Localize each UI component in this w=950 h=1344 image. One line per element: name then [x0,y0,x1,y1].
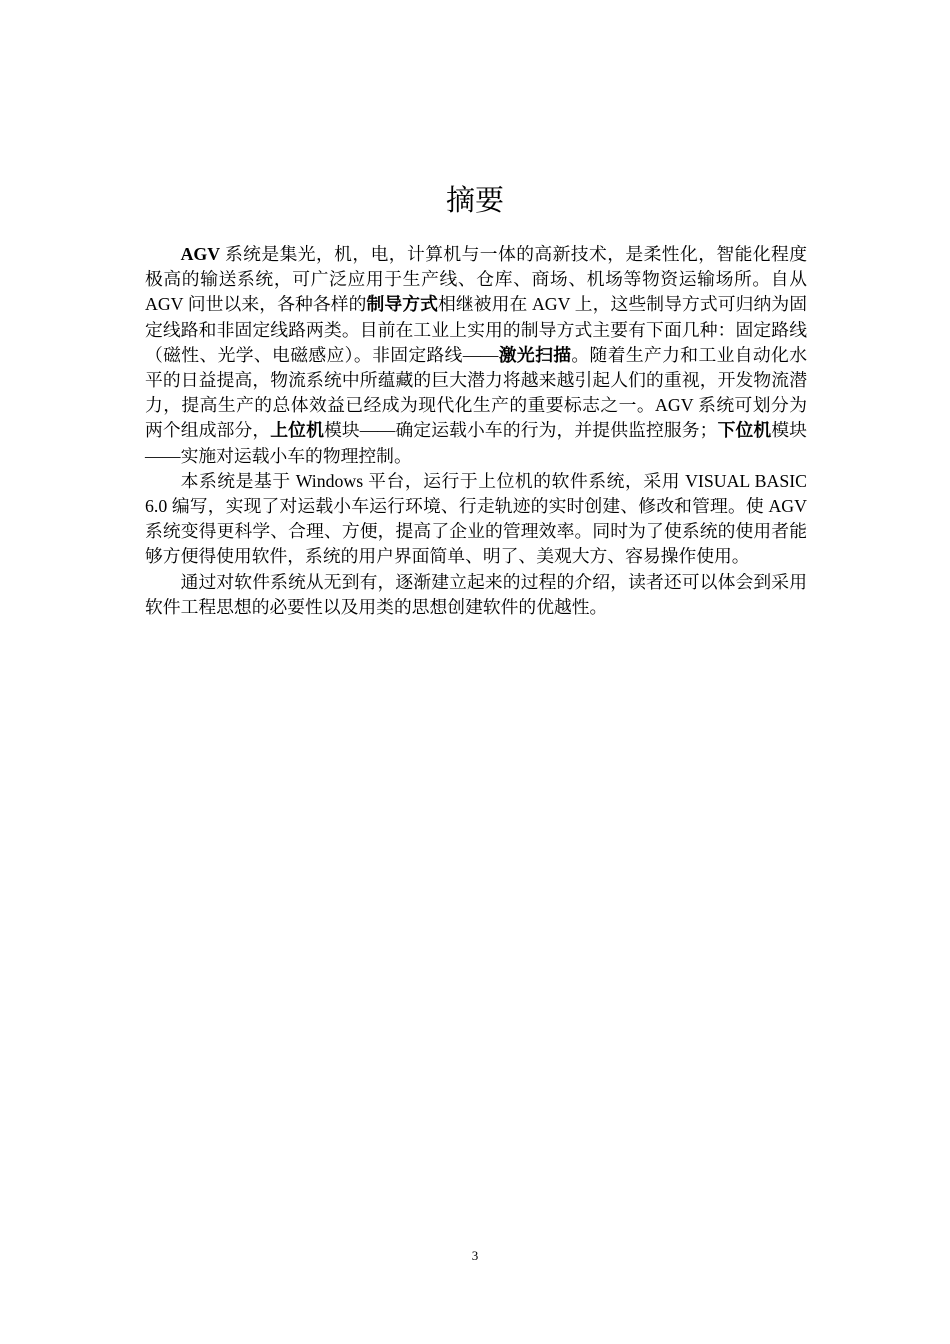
paragraph-1-segment: 制导方式 [366,294,439,316]
paragraph-1-segment: 相继被用在 AGV 上，这些制导方式可归纳为固定线路和非固定线路两类。目前在工业上实用的制导方式主要有下面几种：固定路线（磁性、光学、电磁感应）。非固定路线—— [145,294,807,365]
paragraph-1-segment: 。随着生产力和工业自动化水平的日益提高，物流系统中所蕴藏的巨大潜力将越来越引起人们的重视，开发物流潜力，提高生产的总体效益已经成为现代化生产的重要标志之一。AGV 系统可划分为两个组成部分， [145,344,807,441]
paragraph-1-segment: 下位机 [717,420,772,442]
paragraph-1-segment: 激光扫描 [498,344,572,366]
paragraph-1-segment: 模块——确定运载小车的行为，并提供监控服务； [323,420,718,441]
page-title: 摘要 [445,183,504,217]
paragraph-1-segment: 模块——实施对运载小车的物理控制。 [145,420,807,466]
paragraph-2 [145,469,807,570]
paragraph-2-segment: 本系统是基于 Windows 平台，运行于上位机的软件系统，采用 VISUAL BASIC 6.0 编写，实现了对运载小车运行环境、行走轨迹的实时创建、修改和管理。使 AGV 系统变得更科学、合理、方便，提高了企业的管理效率。同时为了使系统的使用者能够方便得使用软件，系统的用户界面简单、明了、美观大方、容易操作使用。 [145,470,807,567]
abstract-body [145,242,807,620]
page-number: 3 [471,1248,479,1263]
paragraph-1-segment: 上位机 [270,420,324,442]
paragraph-1-segment: AGV [180,244,221,264]
paragraph-3-segment: 通过对软件系统从无到有，逐渐建立起来的过程的介绍，读者还可以体会到采用软件工程思想的必要性以及用类的思想创建软件的优越性。 [145,571,807,617]
paragraph-1 [145,242,807,469]
paragraph-3 [145,570,807,620]
paragraph-1-segment: 系统是集光，机，电，计算机与一体的高新技术，是柔性化，智能化程度极高的输送系统，可广泛应用于生产线、仓库、商场、机场等物资运输场所。自从 AGV 问世以来，各种各样的 [145,244,807,315]
